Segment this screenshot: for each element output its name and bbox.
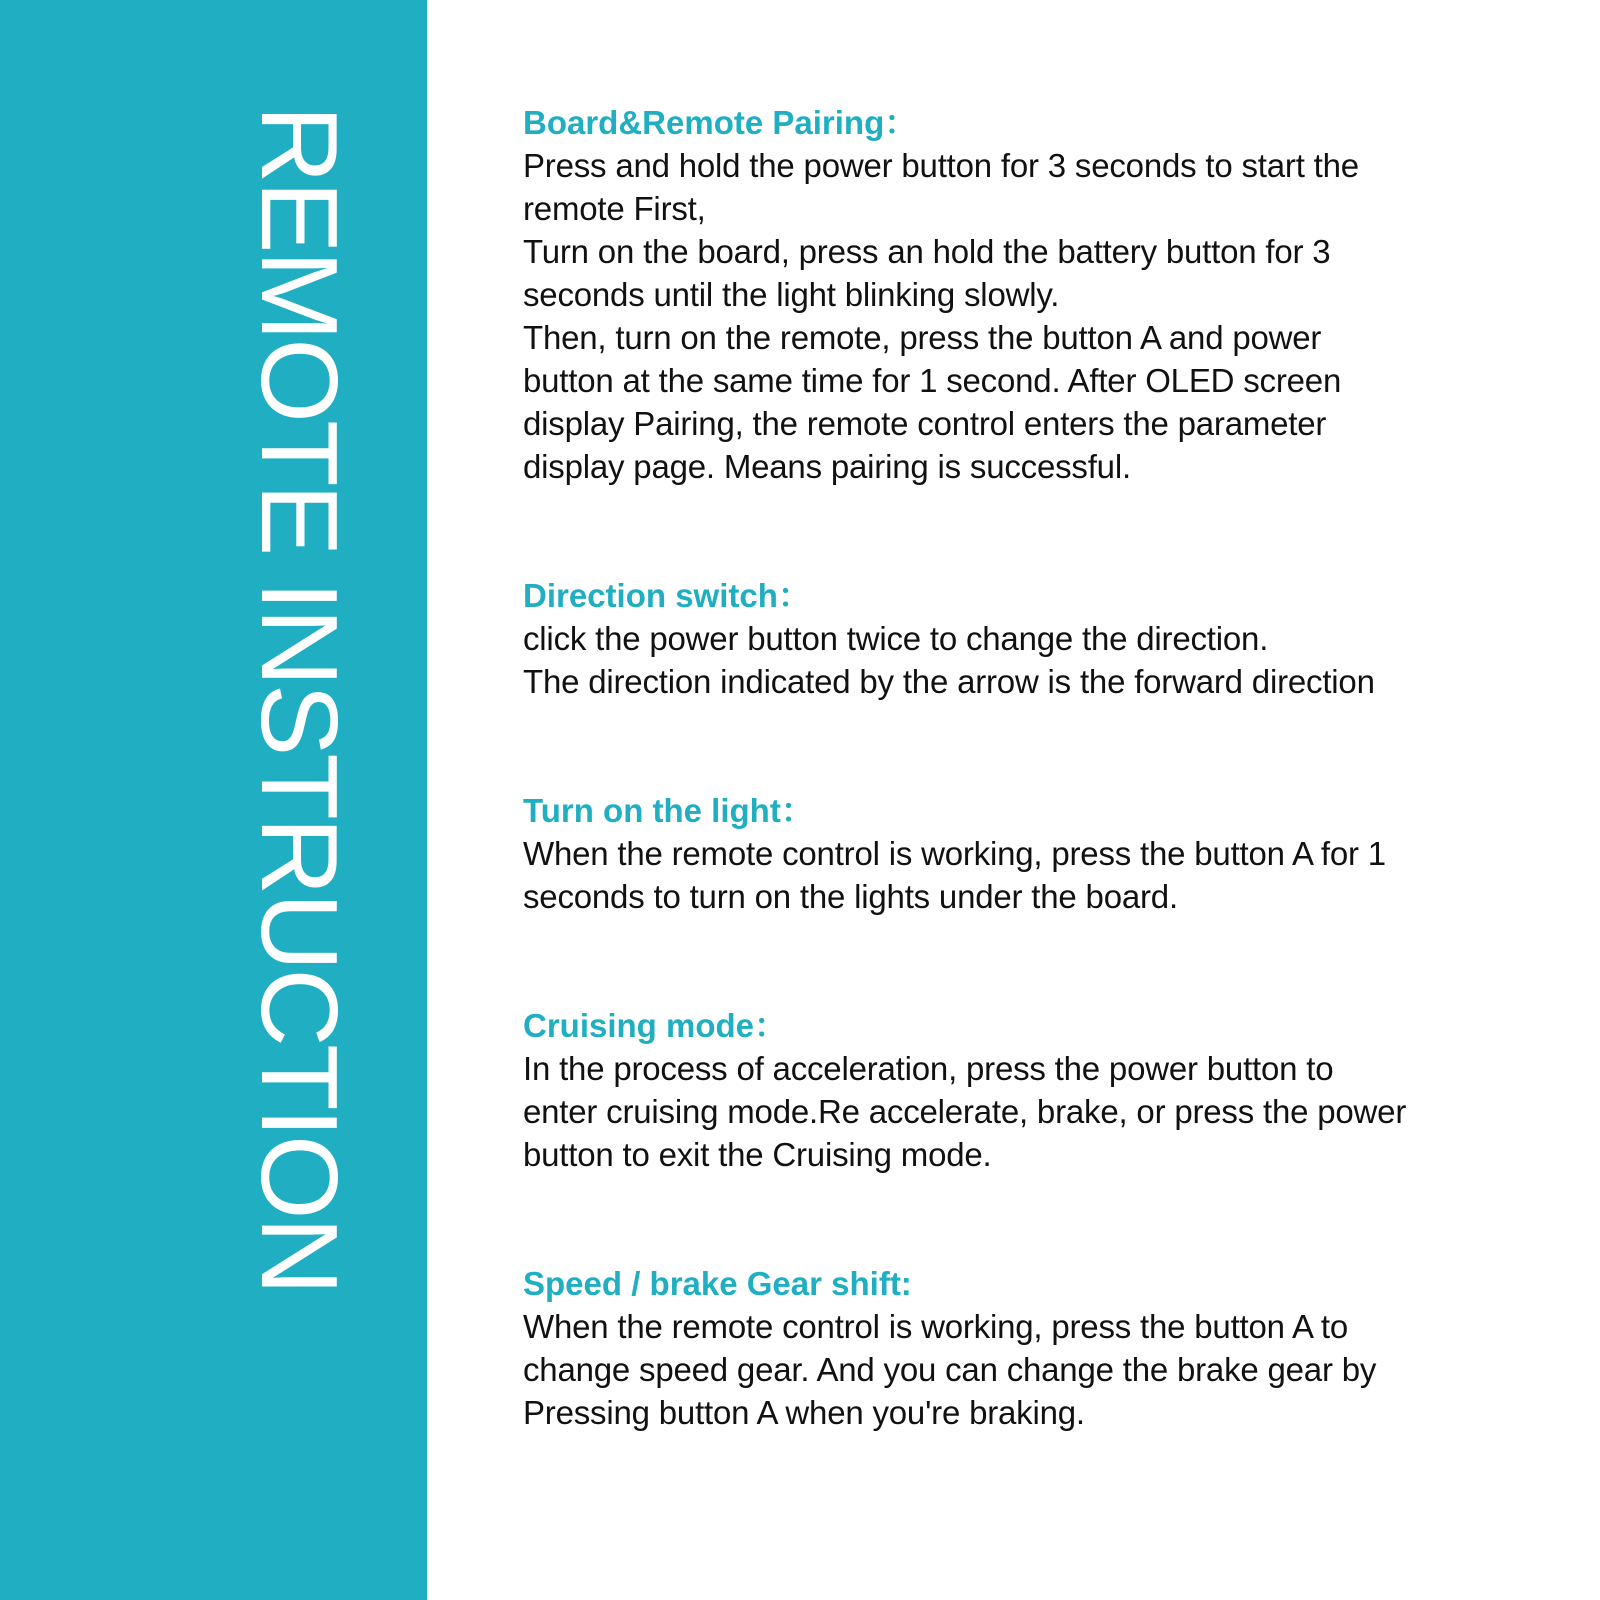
sidebar-banner xyxy=(0,0,427,1600)
section-heading: Cruising mode： xyxy=(523,1007,788,1044)
page-title: REMOTE INSTRUCTION xyxy=(238,105,360,1293)
section-gear-shift xyxy=(523,1262,1523,1434)
section-body: Press and hold the power button for 3 seconds to start the remote First, Turn on the board, press an hold the battery button for 3 seconds until the light blinking slowly. Then, turn on the remote, press the button A and power button at the same time for 1 second. After OLED screen display Pairing, the remote control enters the parameter display page. Means pairing is successful. xyxy=(523,147,1359,485)
section-heading: Board&Remote Pairing： xyxy=(523,104,918,141)
section-body: When the remote control is working, press the button A to change speed gear. And you can change the brake gear by Pressing button A when you're braking. xyxy=(523,1308,1377,1431)
section-turn-on-light xyxy=(523,789,1523,918)
section-direction-switch xyxy=(523,574,1523,703)
section-heading: Speed / brake Gear shift: xyxy=(523,1265,912,1302)
section-heading: Turn on the light： xyxy=(523,792,814,829)
section-pairing xyxy=(523,101,1523,488)
section-body: When the remote control is working, press the button A for 1 seconds to turn on the lights under the board. xyxy=(523,835,1386,915)
section-body: In the process of acceleration, press the power button to enter cruising mode.Re accelerate, brake, or press the power button to exit the Cruising mode. xyxy=(523,1050,1407,1173)
section-body: click the power button twice to change the direction. The direction indicated by the arrow is the forward direction xyxy=(523,620,1375,700)
section-cruising-mode xyxy=(523,1004,1523,1176)
section-heading: Direction switch： xyxy=(523,577,811,614)
